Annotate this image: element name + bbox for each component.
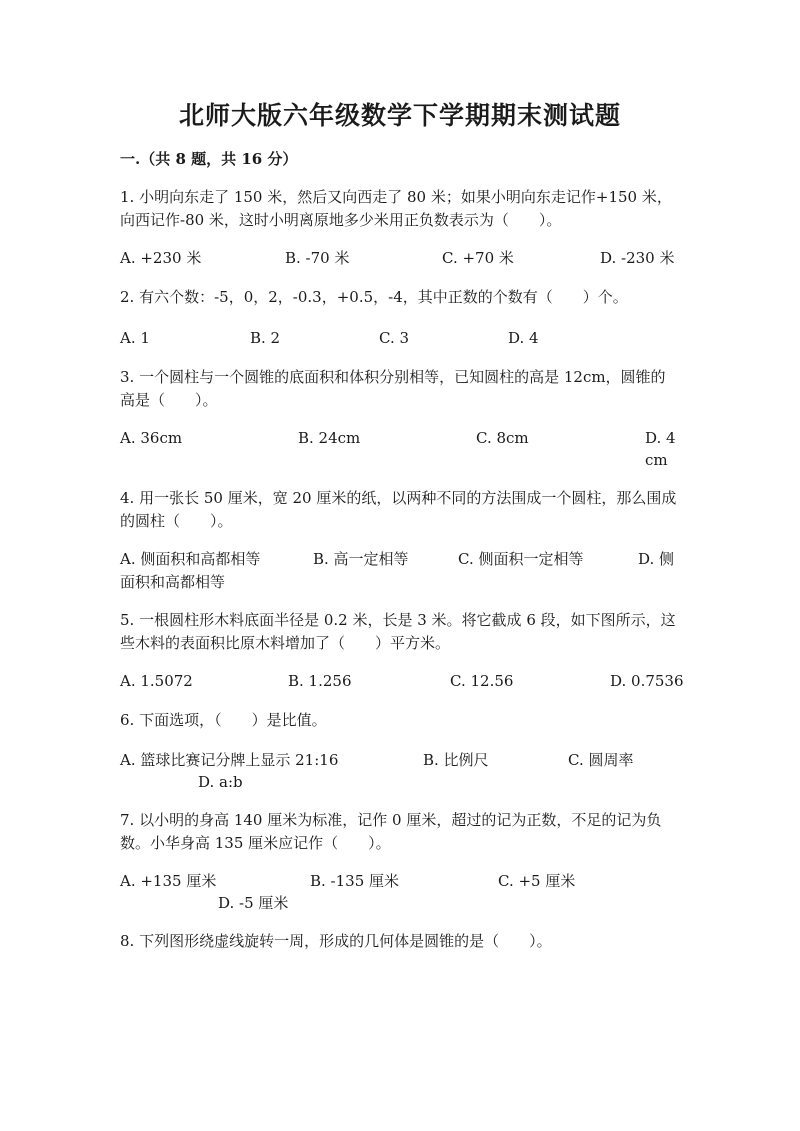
question-2-option-c: C. 3 bbox=[379, 329, 410, 347]
question-4-option-d: D. 侧面积和高都相等 bbox=[120, 550, 675, 591]
question-7-option-c: C. +5 厘米 bbox=[498, 872, 576, 890]
question-5-option-c: C. 12.56 bbox=[450, 672, 514, 690]
section-heading: 一.（共 8 题，共 16 分） bbox=[120, 150, 298, 168]
question-3-option-d: D. 4cm bbox=[645, 429, 676, 469]
question-4-option-b: B. 高一定相等 bbox=[313, 550, 409, 568]
question-8-stem: 8. 下列图形绕虚线旋转一周，形成的几何体是圆锥的是（ ）。 bbox=[120, 932, 552, 950]
question-4-stem: 4. 用一张长 50 厘米，宽 20 厘米的纸，以两种不同的方法围成一个圆柱，那么围成的圆柱（ ）。 bbox=[120, 489, 677, 530]
question-3-stem: 3. 一个圆柱与一个圆锥的底面积和体积分别相等，已知圆柱的高是 12cm，圆锥的高是（ ）。 bbox=[120, 368, 666, 409]
question-6-option-d: D. a:b bbox=[198, 773, 243, 791]
question-1-option-c: C. +70 米 bbox=[442, 249, 514, 267]
question-2-option-d: D. 4 bbox=[508, 329, 539, 347]
question-2-option-a: A. 1 bbox=[120, 329, 150, 347]
question-6-stem: 6. 下面选项，（ ）是比值。 bbox=[120, 711, 327, 729]
question-2-option-b: B. 2 bbox=[250, 329, 281, 347]
question-7-stem: 7. 以小明的身高 140 厘米为标准，记作 0 厘米，超过的记为正数，不足的记为负数。小华身高 135 厘米应记作（ ）。 bbox=[120, 811, 662, 852]
question-2-stem: 2. 有六个数：-5，0，2，-0.3，+0.5，-4，其中正数的个数有（ ）个。 bbox=[120, 288, 628, 306]
question-5-option-a: A. 1.5072 bbox=[120, 672, 193, 690]
question-4-option-a: A. 侧面积和高都相等 bbox=[120, 550, 261, 568]
question-7-option-a: A. +135 厘米 bbox=[120, 872, 217, 890]
question-6-options bbox=[120, 749, 680, 793]
question-1-option-d: D. -230 米 bbox=[600, 249, 675, 267]
page-title: 北师大版六年级数学下学期期末测试题 bbox=[178, 101, 621, 130]
question-6-option-a: A. 篮球比赛记分牌上显示 21:16 bbox=[120, 751, 339, 769]
question-4-option-c: C. 侧面积一定相等 bbox=[458, 550, 584, 568]
question-5-option-b: B. 1.256 bbox=[288, 672, 352, 690]
question-3-option-c: C. 8cm bbox=[476, 429, 529, 447]
question-6-option-b: B. 比例尺 bbox=[423, 751, 489, 769]
question-3-option-a: A. 36cm bbox=[120, 429, 183, 447]
question-5-stem: 5. 一根圆柱形木料底面半径是 0.2 米，长是 3 米。将它截成 6 段，如下图所示，这些木料的表面积比原木料增加了（ ）平方米。 bbox=[120, 611, 676, 652]
question-5-option-d: D. 0.7536 bbox=[610, 672, 684, 690]
question-7-option-b: B. -135 厘米 bbox=[310, 872, 400, 890]
question-7-options bbox=[120, 870, 680, 914]
question-7-option-d: D. -5 厘米 bbox=[218, 894, 289, 912]
question-3-option-b: B. 24cm bbox=[298, 429, 361, 447]
question-1-option-a: A. +230 米 bbox=[120, 249, 202, 267]
question-1-stem: 1. 小明向东走了 150 米，然后又向西走了 80 米；如果小明向东走记作+150 米，向西记作-80 米，这时小明离原地多少米用正负数表示为（ ）。 bbox=[120, 188, 672, 229]
question-1-option-b: B. -70 米 bbox=[285, 249, 350, 267]
question-6-option-c: C. 圆周率 bbox=[568, 751, 634, 769]
